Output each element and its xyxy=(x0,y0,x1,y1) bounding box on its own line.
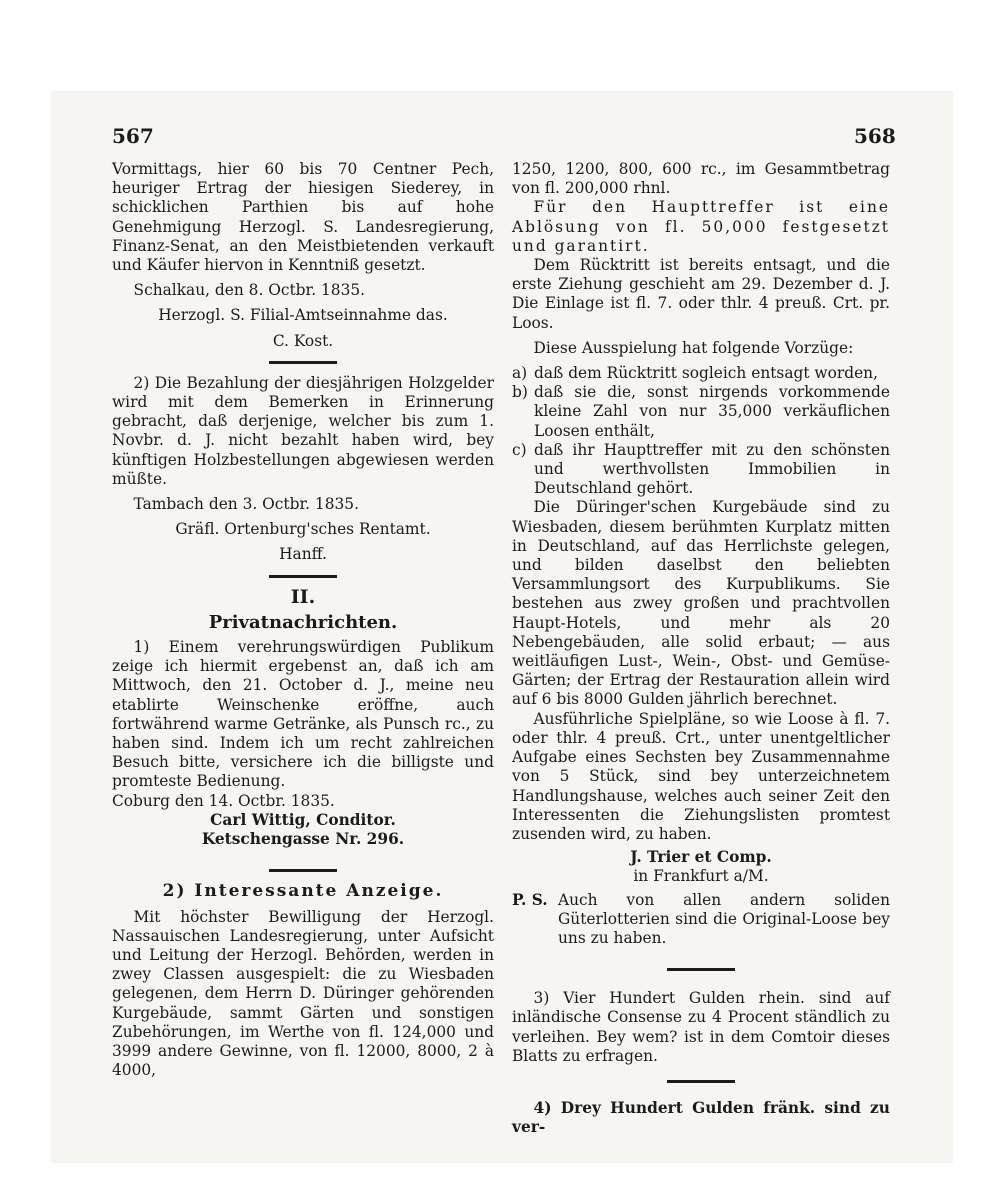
signer-address: Ketschengasse Nr. 296. xyxy=(201,830,405,849)
advantages-heading: Diese Ausspielung hat folgende Vorzüge: xyxy=(533,338,854,357)
item-text: daß sie die, sonst nirgends vorkommende kleine Zahl von nur 35,000 verkäuflichen Loosen enthält, xyxy=(534,383,890,440)
intro-paragraph: Vormittags, hier 60 bis 70 Centner Pech, heuriger Ertrag der hiesigen Siederey, in schicklichen Parthien bis auf hohe Genehmigung Herzogl. S. Landesregierung, Finanz-Senat, an den Meistbietenden verkauft und Käufer hiervon in Kenntniß gesetzt. xyxy=(112,160,494,275)
firm-name: J. Trier et Comp. xyxy=(630,848,772,867)
postscript-label: P. S. xyxy=(512,890,548,909)
section-number: II. xyxy=(290,585,316,608)
office-signature: Herzogl. S. Filial-Amtseinnahme das. xyxy=(158,306,448,325)
loan-notice-300: 4) Drey Hundert Gulden fränk. sind zu ver- xyxy=(512,1098,890,1137)
office-signature: Gräfl. Ortenburg'sches Rentamt. xyxy=(175,520,431,539)
left-column xyxy=(112,160,494,1080)
building-description: Die Düringer'schen Kurgebäude sind zu Wiesbaden, diesem berühmten Kurplatz mitten in Deutschland, auf das Herrlichste gelegen, und bilden daselbst den beliebten Versammlungsort des Kurpublikums. Sie bestehen aus zwey großen und prachtvollen Haupt-Hotels, und mehr als 20 Nebengebäuden, alle solid erbaut; — aus weitläufigen Lust-, Wein-, Obst- und Gemüse-Gärten; der Ertrag der Restauration allein wird auf 6 bis 8000 Gulden jährlich berechnet. xyxy=(512,498,890,709)
interest-heading: 2) Interessante Anzeige. xyxy=(162,881,444,902)
advantage-item xyxy=(512,364,890,383)
right-column xyxy=(512,160,890,1137)
advantage-item xyxy=(512,441,890,499)
signer-name: Hanff. xyxy=(279,545,327,564)
signer-name: Carl Wittig, Conditor. xyxy=(210,810,396,829)
page-number-right: 568 xyxy=(854,124,896,148)
item-text: daß dem Rücktritt sogleich entsagt worden, xyxy=(534,364,878,383)
separator-rule xyxy=(667,1080,735,1083)
item-label: c) xyxy=(512,440,527,459)
lottery-continuation: 1250, 1200, 800, 600 rc., im Gesammtbetrag von fl. 200,000 rhnl. xyxy=(512,160,890,198)
wine-tavern-notice: 1) Einem verehrungswürdigen Publikum zeige ich hiermit ergebenst an, daß ich am Mittwoch, den 21. October d. J., meine neu etablirte Weinschenke eröffne, auch fortwährend warme Getränke, als Punsch rc., zu haben sind. Indem ich um recht zahlreichen Besuch bitte, versichere ich die billigste und promteste Bedienung. xyxy=(112,638,494,791)
separator-rule xyxy=(269,361,337,364)
wood-payment-notice: 2) Die Bezahlung der diesjährigen Holzgelder wird mit dem Bemerken in Erinnerung gebracht, daß derjenige, welcher bis zum 1. Novbr. d. J. nicht bezahlt haben wird, bey künftigen Holzbestellungen abgewiesen werden müßte. xyxy=(112,373,494,488)
page-number-left: 567 xyxy=(112,124,154,148)
item-text: daß ihr Haupttreffer mit zu den schönsten und werthvollsten Immobilien in Deutschland gehört. xyxy=(534,440,890,498)
postscript xyxy=(512,891,890,949)
firm-location: in Frankfurt a/M. xyxy=(633,867,769,886)
game-plans-paragraph: Ausführliche Spielpläne, so wie Loose à fl. 7. oder thlr. 4 preuß. Crt., unter unentgeltlicher Aufgabe eines Sechsten bey Zusammennahme von 5 Stück, sind bey unterzeichnetem Handlungshause, welches auch seiner Zeit den Interessenten die Ziehungslisten promtest zusenden wird, zu haben. xyxy=(512,709,890,843)
section-title: Privatnachrichten. xyxy=(208,611,398,633)
separator-rule xyxy=(269,869,337,872)
item-label: a) xyxy=(512,364,528,383)
advantage-item xyxy=(512,383,890,441)
signer-name: C. Kost. xyxy=(272,331,334,350)
lottery-paragraph: Mit höchster Bewilligung der Herzogl. Nassauischen Landesregierung, unter Aufsicht und Leitung der Herzogl. Behörden, werden in zwey Classen ausgespielt: die zu Wiesbaden gelegenen, dem Herrn D. Düringer gehörenden Kurgebäude, sammt Gärten und sonstigen Zubehörungen, im Werthe von fl. 124,000 und 3999 andere Gewinne, von fl. 12000, 8000, 2 à 4000, xyxy=(112,907,494,1080)
postscript-text: Auch von allen andern soliden Güterlotterien sind die Original-Loose bey uns zu haben. xyxy=(558,890,890,947)
separator-rule xyxy=(667,968,735,971)
dateline-schalkau: Schalkau, den 8. Octbr. 1835. xyxy=(133,281,366,300)
separator-rule xyxy=(269,575,337,578)
dateline-coburg: Coburg den 14. Octbr. 1835. xyxy=(112,791,335,810)
main-prize-redemption: Für den Haupttreffer ist eine Ablösung von fl. 50,000 festgesetzt und garantirt. xyxy=(512,198,890,255)
drawing-date-paragraph: Dem Rücktritt ist bereits entsagt, und die erste Ziehung geschieht am 29. Dezember d. J. Die Einlage ist fl. 7. oder thlr. 4 preuß. Crt. pr. Loos. xyxy=(512,256,890,332)
item-label: b) xyxy=(512,383,528,402)
dateline-tambach: Tambach den 3. Octbr. 1835. xyxy=(133,495,359,514)
loan-notice-400: 3) Vier Hundert Gulden rhein. sind auf inländische Consense zu 4 Procent ständlich zu verleihen. Bey wem? ist in dem Comtoir dieses Blatts zu erfragen. xyxy=(512,989,890,1065)
